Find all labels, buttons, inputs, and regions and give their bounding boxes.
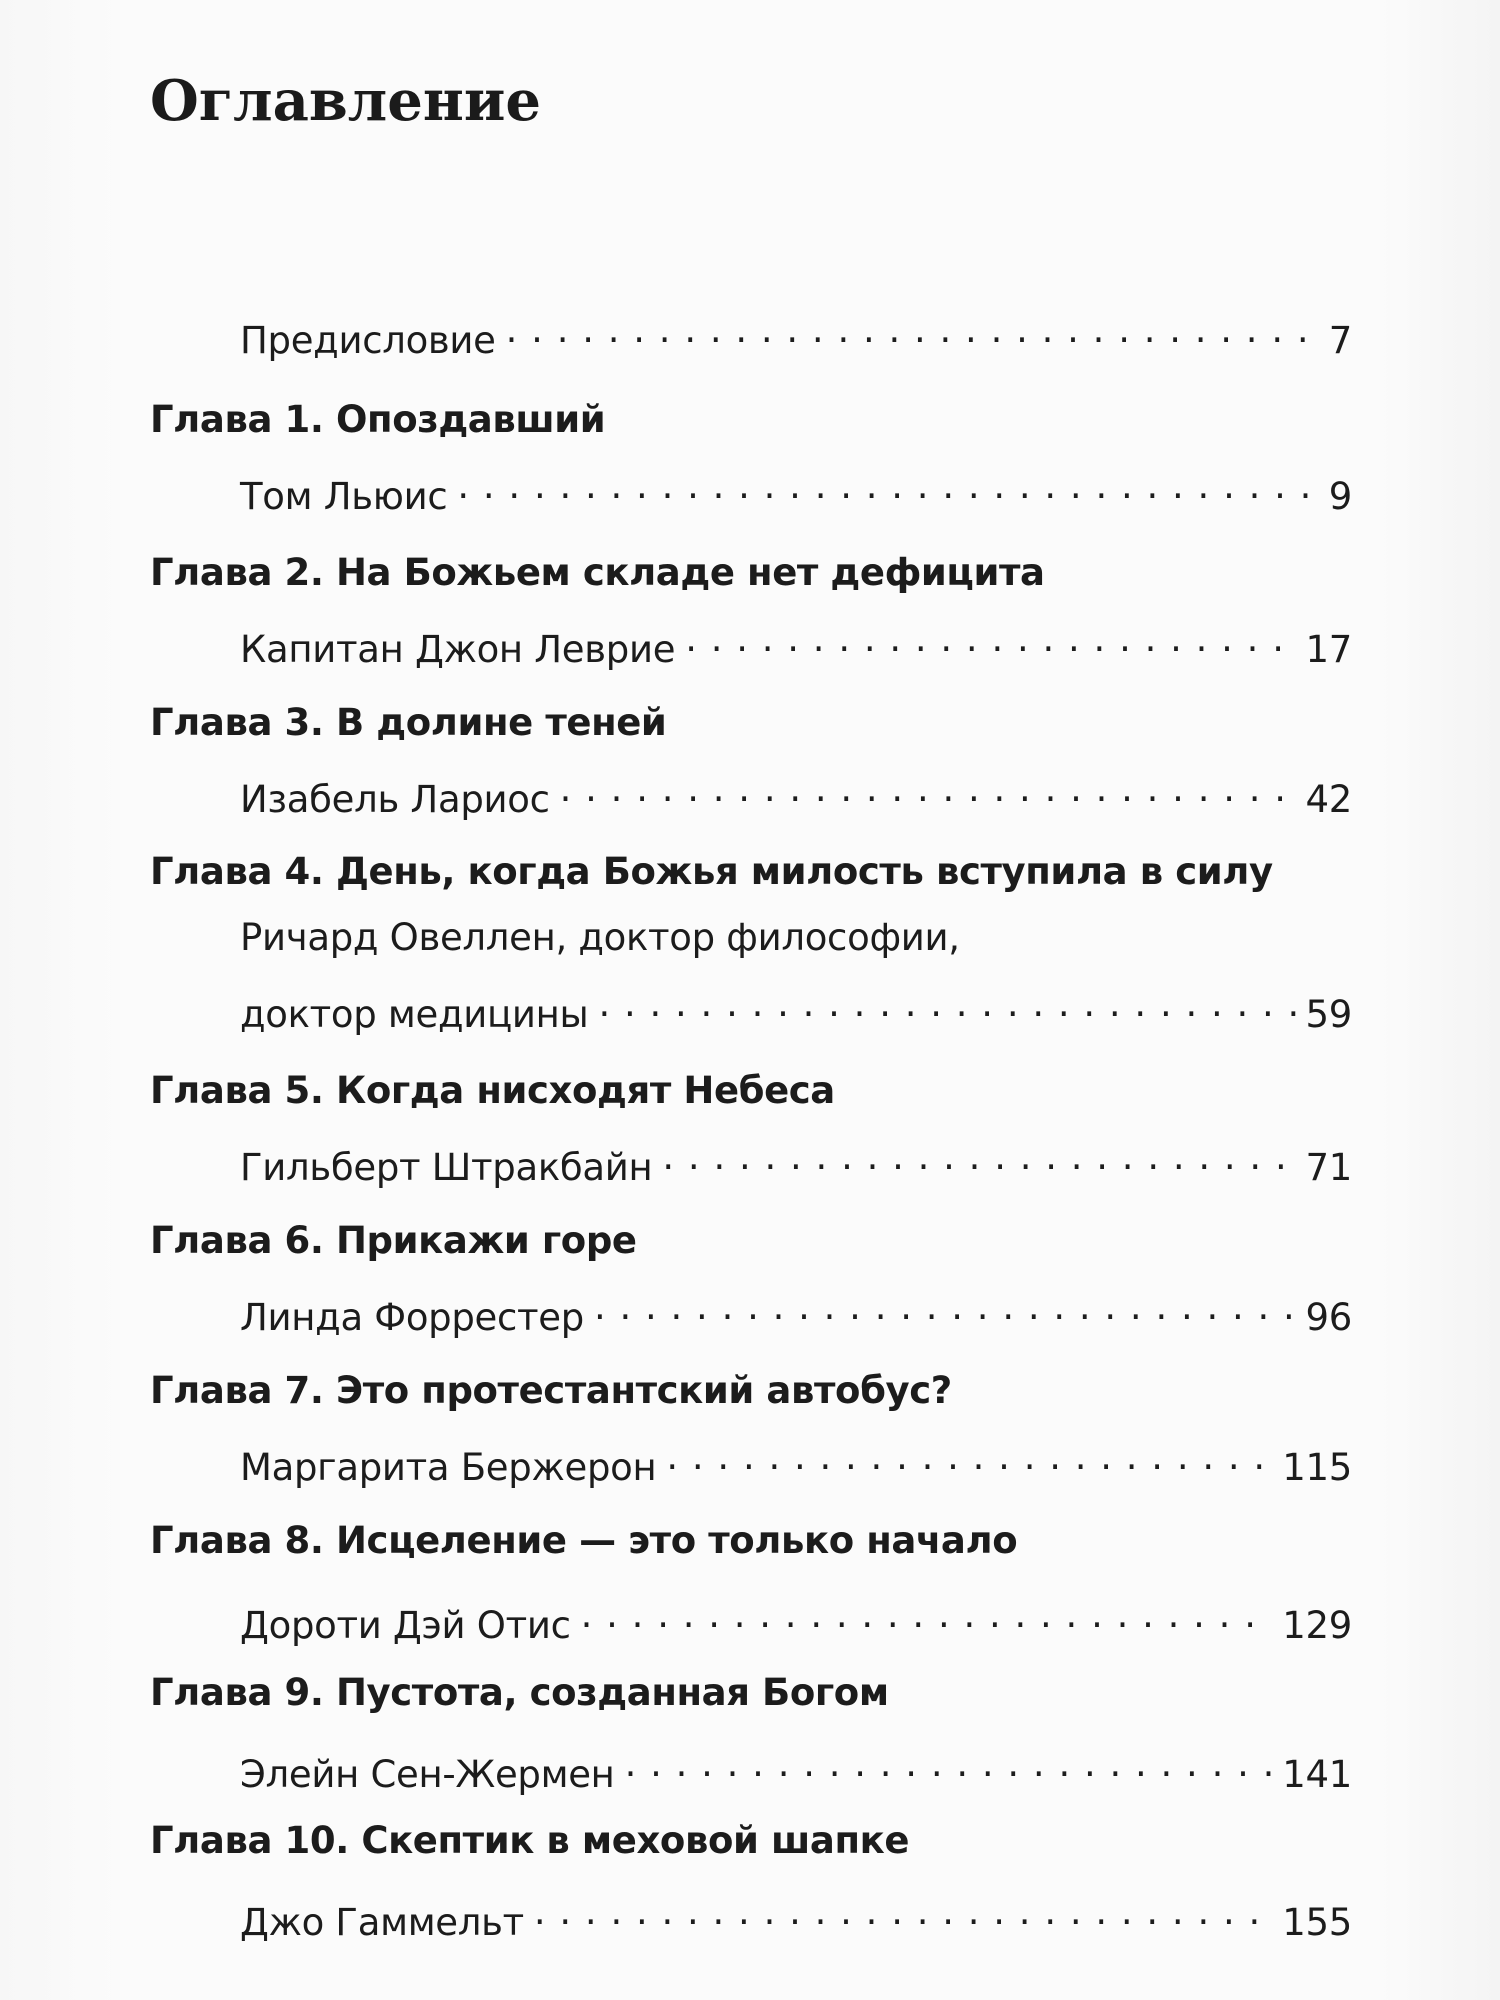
chapter-heading[interactable]: Глава 3. В долине теней (150, 701, 667, 744)
entry-page-number: 71 (1305, 1146, 1352, 1189)
entry-page-number: 17 (1305, 628, 1352, 671)
dot-leader (598, 981, 1295, 1027)
entry-author: Маргарита Бержерон (240, 1446, 657, 1489)
chapter-heading[interactable]: Глава 2. На Божьем складе нет дефицита (150, 551, 1045, 594)
dot-leader (666, 1434, 1272, 1480)
dot-leader (662, 1134, 1295, 1180)
entry-page-number: 7 (1328, 319, 1352, 362)
entry-page-number: 115 (1282, 1446, 1352, 1489)
entry-author: Предисловие (240, 319, 496, 362)
dot-leader (534, 1889, 1272, 1935)
entry-author: Изабель Лариос (240, 778, 550, 821)
entry-page-number: 96 (1305, 1296, 1352, 1339)
entry-author-line: Ричард Овеллен, доктор философии, (240, 916, 960, 959)
toc-entry[interactable] (240, 1134, 1352, 1191)
toc-entry[interactable] (240, 307, 1352, 364)
chapter-heading[interactable]: Глава 5. Когда нисходят Небеса (150, 1069, 835, 1112)
chapter-heading[interactable]: Глава 8. Исцеление — это только начало (150, 1519, 1018, 1562)
entry-author: Дороти Дэй Отис (240, 1604, 571, 1647)
toc-entry[interactable] (240, 1434, 1352, 1491)
dot-leader (560, 766, 1296, 812)
chapter-heading[interactable]: Глава 4. День, когда Божья милость вступила в силу (150, 850, 1273, 893)
entry-author: Линда Форрестер (240, 1296, 584, 1339)
toc-entry[interactable] (240, 766, 1352, 823)
entry-page-number: 155 (1282, 1901, 1352, 1944)
entry-author: Элейн Сен-Жермен (240, 1753, 615, 1796)
entry-author: Том Льюис (240, 475, 448, 518)
toc-entry[interactable] (240, 1741, 1352, 1798)
chapter-heading[interactable]: Глава 1. Опоздавший (150, 398, 606, 441)
chapter-heading[interactable]: Глава 6. Прикажи горе (150, 1219, 637, 1262)
entry-page-number: 59 (1305, 993, 1352, 1036)
entry-author: Джо Гаммельт (240, 1901, 524, 1944)
chapter-heading[interactable]: Глава 10. Скептик в меховой шапке (150, 1819, 910, 1862)
chapter-heading[interactable]: Глава 7. Это протестантский автобус? (150, 1369, 952, 1412)
entry-page-number: 129 (1282, 1604, 1352, 1647)
page-title: Оглавление (150, 68, 542, 134)
entry-page-number: 141 (1282, 1753, 1352, 1796)
entry-author: доктор медицины (240, 993, 589, 1036)
chapter-heading[interactable]: Глава 9. Пустота, созданная Богом (150, 1671, 889, 1714)
entry-page-number: 9 (1328, 475, 1352, 518)
toc-entry[interactable] (240, 981, 1352, 1038)
dot-leader (457, 463, 1318, 509)
entry-author: Гильберт Штракбайн (240, 1146, 653, 1189)
toc-entry[interactable] (240, 1889, 1352, 1946)
toc-entry[interactable] (240, 463, 1352, 520)
dot-leader (685, 616, 1295, 662)
dot-leader (581, 1592, 1273, 1638)
dot-leader (594, 1284, 1296, 1330)
entry-author: Капитан Джон Леврие (240, 628, 676, 671)
toc-entry[interactable] (240, 616, 1352, 673)
dot-leader (625, 1741, 1273, 1787)
toc-entry[interactable] (240, 1284, 1352, 1341)
dot-leader (506, 307, 1319, 353)
entry-page-number: 42 (1305, 778, 1352, 821)
toc-entry[interactable] (240, 1592, 1352, 1649)
